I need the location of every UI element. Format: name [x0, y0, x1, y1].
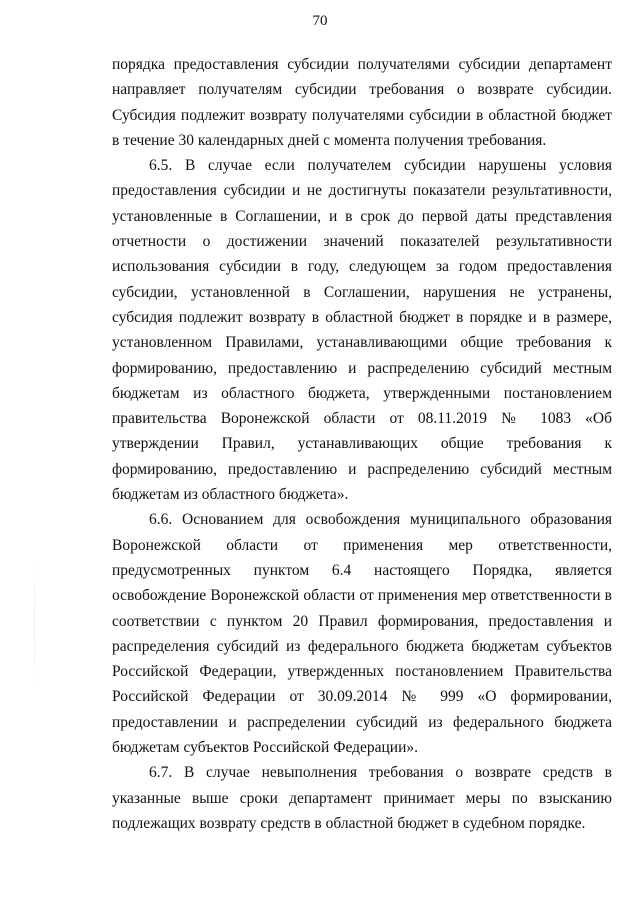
scan-artifact-mark: [34, 560, 35, 690]
paragraph-6-6: 6.6. Основанием для освобождения муниципального образования Воронежской области от применения мер ответственности, предусмотренных пунктом 6.4 настоящего Порядка, является освобождение Воронежской области от применения мер ответственности в соответствии с пунктом 20 Правил формирования, предоставления и распределения субсидий из федерального бюджета бюджетам субъектов Российской Федерации, утвержденных постановлением Правительства Российской Федерации от 30.09.2014 № 999 «О формировании, предоставлении и распределении субсидий из федерального бюджета бюджетам субъектов Российской Федерации».: [112, 511, 612, 757]
document-body: [112, 52, 612, 836]
paragraph-6-7: 6.7. В случае невыполнения требования о возврате средств в указанные выше сроки департамент принимает меры по взысканию подлежащих возврату средств в областной бюджет в судебном порядке.: [112, 764, 612, 832]
paragraph-6-5: 6.5. В случае если получателем субсидии нарушены условия предоставления субсидии и не достигнуты показатели результативности, установленные в Соглашении, и в срок до первой даты представления отчетности о достижении значений показателей результативности использования субсидии в году, следующем за годом предоставления субсидии, установленной в Соглашении, нарушения не устранены, субсидия подлежит возврату в областной бюджет в порядке и в размере, установленном Правилами, устанавливающими общие требования к формированию, предоставлению и распределению субсидий местным бюджетам из областного бюджета, утвержденными постановлением правительства Воронежской области от 08.11.2019 № 1083 «Об утверждении Правил, устанавливающих общие требования к формированию, предоставлению и распределению субсидий местным бюджетам из областного бюджета».: [112, 157, 612, 504]
paragraph-continuation: порядка предоставления субсидии получателями субсидии департамент направляет получателям субсидии требования о возврате субсидии. Субсидия подлежит возврату получателями субсидии в областной бюджет в течение 30 календарных дней с момента получения требования.: [112, 56, 612, 149]
page-number: 70: [312, 13, 328, 29]
